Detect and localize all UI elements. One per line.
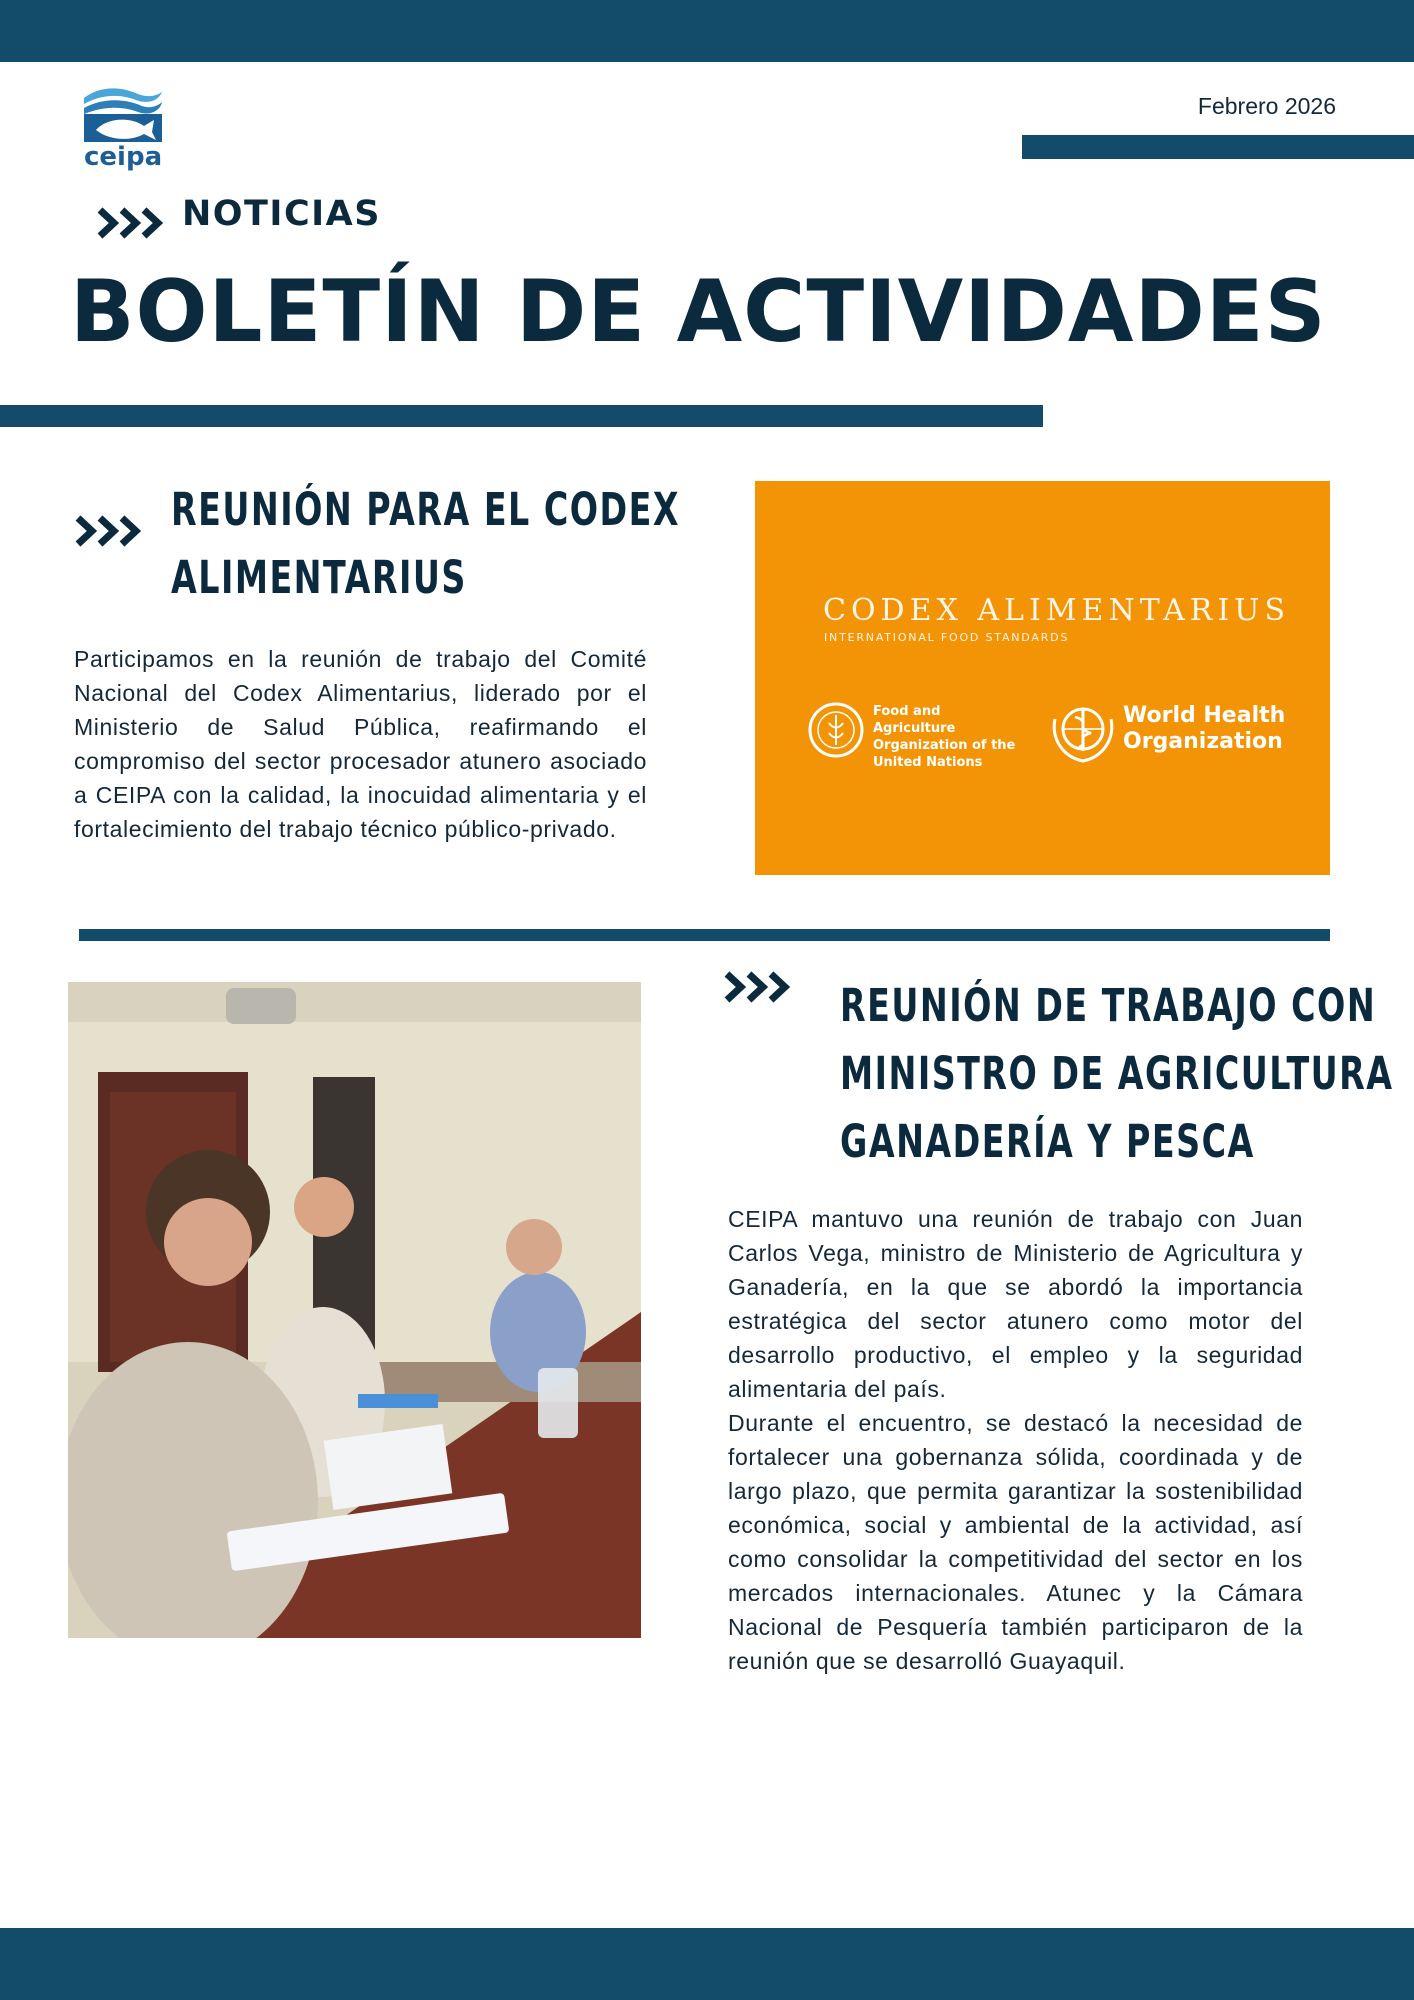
article2-paragraph-2: Durante el encuentro, se destacó la necesidad de fortalecer una gobernanza sólida, coordinada y de largo plazo, que permita garantizar la sostenibilidad económica, social y ambiental de la actividad, así como consolidar la competitividad del sector en los mercados internacionales. Atunec y la Cámara Nacional de Pesquería también participaron de la reunión que se desarrolló Guayaquil.	[728, 1410, 1303, 1674]
who-text-line1: World Health	[1123, 703, 1286, 728]
chevrons-icon	[723, 970, 793, 1004]
article1-body	[74, 642, 647, 846]
section-kicker: NOTICIAS	[182, 194, 381, 234]
page-title: BOLETÍN DE ACTIVIDADES	[70, 262, 1327, 362]
chevrons-icon	[96, 206, 166, 240]
logo-text: ceipa	[84, 142, 163, 172]
top-bar	[0, 0, 1414, 62]
codex-image	[755, 481, 1330, 875]
article1-title-line2: ALIMENTARIUS	[171, 551, 467, 604]
article2-title-line3: GANADERÍA Y PESCA	[840, 1115, 1255, 1168]
fao-text: Food and Agriculture Organization of the United Nations	[873, 704, 1016, 770]
chevrons-icon	[74, 514, 144, 548]
article2-body	[728, 1202, 1303, 1678]
article1-title-line1: REUNIÓN PARA EL CODEX	[171, 483, 681, 536]
issue-date: Febrero 2026	[1197, 93, 1336, 119]
codex-subtitle: INTERNATIONAL FOOD STANDARDS	[824, 631, 1070, 644]
article1-paragraph: Participamos en la reunión de trabajo del Comité Nacional del Codex Alimentarius, liderado por el Ministerio de Salud Pública, reafirmando el compromiso del sector procesador atunero asociado a CEIPA con la calidad, la inocuidad alimentaria y el fortalecimiento del trabajo técnico público-privado.	[74, 646, 647, 842]
article2-title-line1: REUNIÓN DE TRABAJO CON	[840, 979, 1377, 1032]
date-underline-bar	[1022, 135, 1414, 159]
meeting-photo-illustration	[68, 982, 641, 1638]
ceipa-logo	[80, 84, 166, 176]
who-text-line2: Organization	[1123, 729, 1283, 754]
fao-emblem-icon	[807, 701, 865, 759]
title-divider-bar	[0, 405, 1043, 427]
meeting-photo	[68, 982, 641, 1638]
codex-title: CODEX ALIMENTARIUS	[823, 593, 1291, 628]
article-divider-bar	[79, 929, 1330, 941]
article2-paragraph-1: CEIPA mantuvo una reunión de trabajo con Juan Carlos Vega, ministro de Ministerio de Agricultura y Ganadería, en la que se abordó la importancia estratégica del sector atunero como motor del desarrollo productivo, el empleo y la seguridad alimentaria del país.	[728, 1206, 1303, 1402]
article2-title-line2: MINISTRO DE AGRICULTURA	[840, 1047, 1394, 1100]
bottom-bar	[0, 1928, 1414, 2000]
fish-wave-icon	[80, 84, 166, 144]
who-emblem-icon	[1045, 699, 1121, 765]
